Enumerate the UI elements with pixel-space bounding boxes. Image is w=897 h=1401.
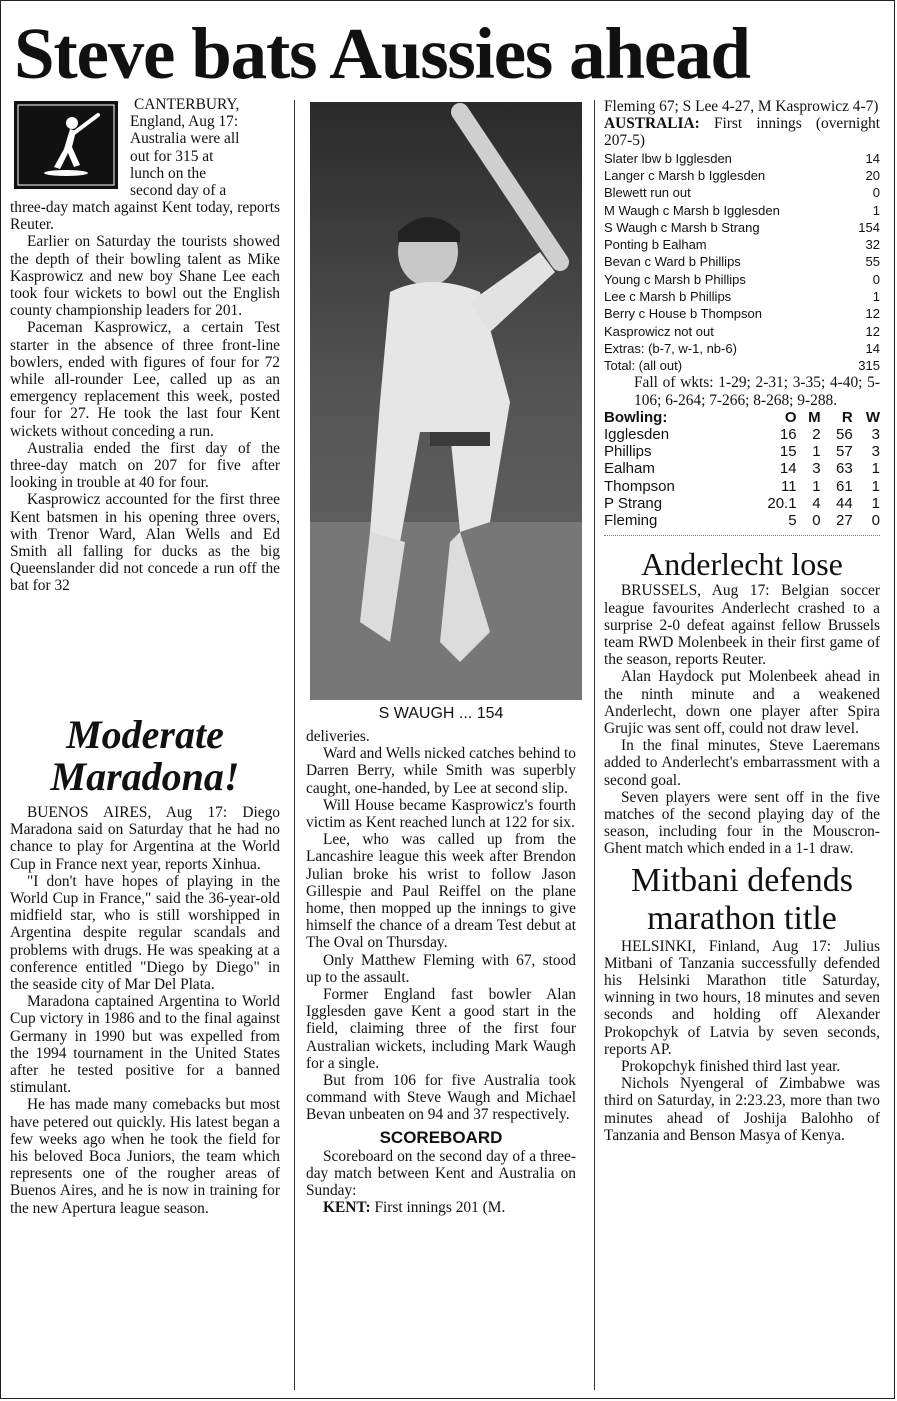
batting-row <box>604 323 880 340</box>
bowling-r: 44 <box>836 494 853 512</box>
kent-label: KENT: <box>323 1199 371 1217</box>
bowling-row <box>604 512 880 529</box>
batting-row <box>604 167 880 184</box>
article-paragraph: BRUSSELS, Aug 17: Belgian soccer league favourites Anderlecht crashed to a surprise 2-0 defeat against fellow Brussels team RWD Molenbeek in their first game of the season, reports Reuter. <box>604 582 880 669</box>
australia-innings-line <box>604 115 880 149</box>
bowling-o: 14 <box>779 460 797 478</box>
main-headline: Steve bats Aussies ahead <box>14 13 750 94</box>
bowling-m: 0 <box>812 512 821 530</box>
article-paragraph: Will House became Kasprowicz's fourth victim as Kent reached lunch at 122 for six. <box>306 796 576 832</box>
article-paragraph: Maradona captained Argentina to World Cup victory in 1986 and to the final against Germany in 1990 but was expelled from the 1994 tournament in the United States after he tested positive for a banned stimulant. <box>10 993 280 1097</box>
bowling-figures <box>604 409 880 529</box>
batsman-runs: 315 <box>858 358 880 374</box>
batsman-runs: 0 <box>872 271 880 287</box>
section-divider <box>604 535 880 538</box>
dateline-line: out for 315 at <box>130 147 214 165</box>
bowling-header-wickets: W <box>865 408 880 426</box>
bowling-m: 4 <box>812 494 821 512</box>
scoreboard-intro: Scoreboard on the second day of a three-day match between Kent and Australia on Sunday: <box>306 1147 576 1200</box>
bowling-header-row <box>604 409 880 426</box>
article-paragraph: Ward and Wells nicked catches behind to Darren Berry, while Smith was superbly caught, one-handed, by Lee at second slip. <box>306 745 576 797</box>
bowling-w: 1 <box>871 494 880 512</box>
bowling-bowler: Phillips <box>604 443 652 461</box>
bowling-o: 5 <box>788 512 797 530</box>
batsman-dismissal: Lee c Marsh b Phillips <box>604 288 732 304</box>
bowling-row <box>604 495 880 512</box>
maradona-headline: Maradona! <box>50 754 240 799</box>
mitbani-headline: marathon title <box>647 899 837 937</box>
bowling-o: 20.1 <box>767 494 797 512</box>
bowling-header-runs: R <box>841 408 853 426</box>
batsman-dismissal: Extras: (b-7, w-1, nb-6) <box>604 340 737 356</box>
mitbani-headline: Mitbani defends <box>631 861 853 899</box>
dateline-line: CANTERBURY, <box>134 96 240 113</box>
bowling-row <box>604 426 880 443</box>
batting-row <box>604 340 880 357</box>
kent-innings-text: First innings 201 (M. <box>370 1199 506 1217</box>
bowling-bowler: Igglesden <box>604 426 670 444</box>
article-paragraph: In the final minutes, Steve Laeremans added to Anderlecht's embarrassment with a second goal. <box>604 737 880 789</box>
batting-row <box>604 150 880 167</box>
australia-innings-text: First innings (overnight 207-5) <box>604 115 880 150</box>
dateline-line: second day of a <box>130 182 227 200</box>
bowling-m: 3 <box>812 460 821 478</box>
steve-waugh-photo <box>310 102 582 700</box>
bowling-r: 57 <box>836 443 853 461</box>
bowling-bowler: Thompson <box>604 477 675 495</box>
bowling-m: 2 <box>812 426 821 444</box>
article-paragraph: Only Matthew Fleming with 67, stood up to the assault. <box>306 951 576 986</box>
australia-label: AUSTRALIA: <box>604 115 700 133</box>
batsman-runs: 1 <box>872 202 880 218</box>
batting-row <box>604 305 880 322</box>
bowling-row <box>604 460 880 477</box>
article-paragraph: Seven players were sent off in the five matches of the second playing day of the season, including four in the Mouscron-Ghent match which ended in a 1-1 draw. <box>604 788 880 858</box>
batting-row <box>604 357 880 374</box>
batsman-runs: 14 <box>865 150 880 166</box>
batting-row <box>604 184 880 201</box>
article-paragraph: Earlier on Saturday the tourists showed the depth of their bowling talent as Mike Kasprowicz and new boy Shane Lee each took four wickets to bowl out the English county championship leaders for 201. <box>10 233 280 320</box>
anderlecht-headline: Anderlecht lose <box>641 546 843 583</box>
dateline-line: Australia were all <box>130 130 240 148</box>
article-paragraph: Alan Haydock put Molenbeek ahead in the ninth minute and a weakened Anderlecht, down one player after Spira Grujic was sent off, could not draw level. <box>604 668 880 737</box>
batsman-dismissal: Berry c House b Thompson <box>604 306 762 322</box>
batting-row <box>604 202 880 219</box>
bowling-bowler: Ealham <box>604 460 655 478</box>
scoreboard-heading: SCOREBOARD <box>379 1127 503 1147</box>
batsman-runs: 12 <box>865 323 880 339</box>
bowling-bowler: Fleming <box>604 512 658 530</box>
batting-row <box>604 236 880 253</box>
batsman-dismissal: Young c Marsh b Phillips <box>604 271 746 287</box>
photo-caption: S WAUGH ... 154 <box>378 705 504 722</box>
bowling-header-label: Bowling: <box>604 408 668 426</box>
article-paragraph: three-day match against Kent today, reports Reuter. <box>10 199 280 234</box>
bowling-o: 11 <box>780 477 797 495</box>
article-paragraph: "I don't have hopes of playing in the World Cup in France," said the 36-year-old midfield star, who is still worshipped in Argentina despite regular scandals and problems with drugs. He was speaking at a conference entitled "Diego by Diego" in the seaside city of Mar Del Plata. <box>10 872 280 994</box>
batsman-runs: 0 <box>872 185 880 201</box>
batsman-dismissal: M Waugh c Marsh b Igglesden <box>604 202 780 218</box>
article-paragraph: He has made many comebacks but most have petered out quickly. His latest began a few weeks ago when he took the field for his beloved Boca Juniors, the team which represents one of the rougher areas of Buenos Aires, and he is now in training for the new Apertura league season. <box>10 1096 280 1217</box>
scoreboard-column <box>604 98 880 1144</box>
fall-of-wickets: Fall of wkts: 1-29; 2-31; 3-35; 4-40; 5-106; 6-264; 7-266; 8-268; 9-288. <box>634 374 880 409</box>
bowling-header-maidens: M <box>808 408 821 426</box>
batsman-dismissal: Blewett run out <box>604 185 691 201</box>
bowling-o: 15 <box>779 443 797 461</box>
bowling-header-overs: O <box>784 408 797 426</box>
batsman-dismissal: Slater lbw b Igglesden <box>604 150 732 166</box>
batsman-dismissal: Kasprowicz not out <box>604 323 714 339</box>
batting-row <box>604 288 880 305</box>
dateline-line: lunch on the <box>130 164 207 182</box>
article-paragraph: But from 106 for five Australia took command with Steve Waugh and Michael Bevan unbeaten on 94 and 37 respectively. <box>306 1072 576 1124</box>
bowling-w: 1 <box>871 477 880 495</box>
batsman-runs: 154 <box>858 219 880 235</box>
bowling-w: 3 <box>871 443 880 461</box>
lead-story-continued <box>306 728 576 1216</box>
article-paragraph: Paceman Kasprowicz, a certain Test starter in the absence of three front-line bowlers, ended with figures of four for 72 while all-rounder Lee, called up as an emergency replacement this week, posted four for 27. He took the last four Kent wickets without conceding a run. <box>10 319 280 440</box>
batsman-dismissal: S Waugh c Marsh b Strang <box>604 219 760 235</box>
lead-dateline-block <box>130 96 282 199</box>
column-rule <box>294 100 295 1390</box>
article-paragraph: Kasprowicz accounted for the first three Kent batsmen in his opening three overs, with Trenor Ward, Alan Wells and Ed Smith all falling for ducks as the big Queenslander did not concede a run off the bat for 32 <box>10 491 280 595</box>
bowling-r: 56 <box>836 426 853 444</box>
batting-scorecard <box>604 150 880 375</box>
lead-story-column <box>10 199 280 595</box>
bowling-o: 16 <box>779 426 797 444</box>
article-paragraph: Lee, who was called up from the Lancashire league this week after Brendon Julian broke his wrist to follow Jason Gillespie and Paul Reiffel on the plane home, then mopped up the innings to give himself the chance of a dream Test debut at The Oval on Thursday. <box>306 831 576 952</box>
bowling-r: 27 <box>836 512 853 530</box>
article-paragraph: Nichols Nyengeral of Zimbabwe was third on Saturday, in 2:23.23, more than two minutes ahead of Joshija Balohho of Tanzania and Benson Masya of Kenya. <box>604 1075 880 1144</box>
article-paragraph: HELSINKI, Finland, Aug 17: Julius Mitbani of Tanzania successfully defended his Helsinki Marathon title Saturday, winning in two hours, 18 minutes and seven seconds and holding off Alexander Prokopchyk of Latvia by seven seconds, reports AP. <box>604 937 880 1058</box>
bowling-row <box>604 443 880 460</box>
batting-row <box>604 253 880 270</box>
cricket-section-icon <box>14 101 118 189</box>
dateline-line: England, Aug 17: <box>130 113 239 131</box>
article-paragraph: deliveries. <box>306 728 370 745</box>
kent-innings-line <box>306 1199 576 1216</box>
bowling-w: 0 <box>871 512 880 530</box>
bowling-r: 61 <box>836 477 853 495</box>
batting-row <box>604 219 880 236</box>
bowling-row <box>604 478 880 495</box>
batsman-dismissal: Bevan c Ward b Phillips <box>604 254 741 270</box>
bowling-m: 1 <box>812 443 821 461</box>
bowling-w: 1 <box>871 460 880 478</box>
batsman-dismissal: Total: (all out) <box>604 358 683 374</box>
batsman-runs: 20 <box>865 167 880 183</box>
maradona-story <box>10 714 280 1217</box>
batsman-runs: 32 <box>865 237 880 253</box>
bowling-m: 1 <box>812 477 821 495</box>
column-rule <box>594 100 595 1390</box>
maradona-headline: Moderate <box>66 712 224 757</box>
batsman-dismissal: Langer c Marsh b Igglesden <box>604 167 766 183</box>
article-paragraph: Australia ended the first day of the three-day match on 207 for five after looking in trouble at 40 for four. <box>10 439 280 492</box>
kent-innings-continued: Fleming 67; S Lee 4-27, M Kasprowicz 4-7) <box>604 98 879 115</box>
batsman-runs: 12 <box>865 306 880 322</box>
batsman-runs: 55 <box>865 254 880 270</box>
article-paragraph: Prokopchyk finished third last year. <box>621 1057 841 1075</box>
batsman-runs: 1 <box>872 288 880 304</box>
article-paragraph: BUENOS AIRES, Aug 17: Diego Maradona said on Saturday that he had no chance to play for Argentina at the World Cup in France next year, reports Xinhua. <box>10 804 280 873</box>
batsman-runs: 14 <box>865 340 880 356</box>
bowling-w: 3 <box>871 426 880 444</box>
bowling-bowler: P Strang <box>604 494 663 512</box>
batsman-dismissal: Ponting b Ealham <box>604 237 707 253</box>
batting-row <box>604 271 880 288</box>
bowling-r: 63 <box>836 460 853 478</box>
article-paragraph: Former England fast bowler Alan Igglesden gave Kent a good start in the field, claiming three of the first four Australian wickets, including Mark Waugh for a single. <box>306 986 576 1072</box>
